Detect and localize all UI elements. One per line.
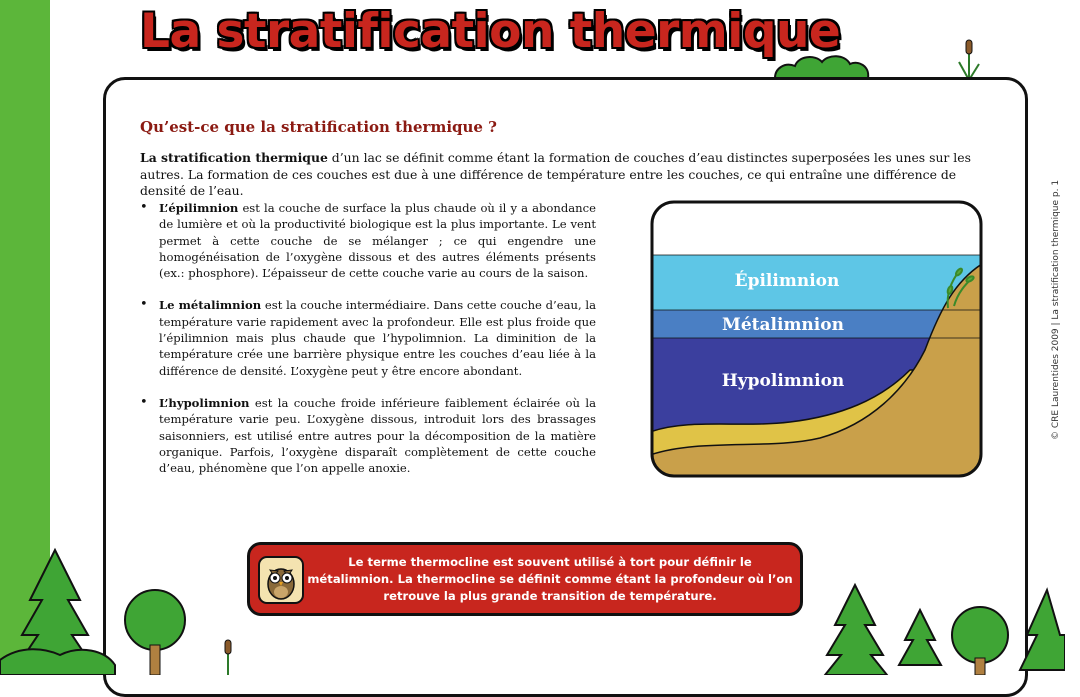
intro-term: La stratification thermique [140, 150, 328, 165]
layer-term: L’hypolimnion [159, 395, 250, 410]
left-trees-illustration [0, 540, 240, 675]
owl-icon [258, 556, 304, 604]
layer-term: L’épilimnion [159, 201, 239, 215]
page-credit: © CRE Laurentides 2009 | La stratification thermique p. 1 [1051, 179, 1061, 440]
intro-paragraph [140, 150, 980, 200]
section-question: Qu’est-ce que la stratification thermique ? [140, 118, 497, 136]
lake-stratification-diagram [650, 200, 985, 480]
cattail-illustration [955, 38, 985, 80]
layer-text: est la couche de surface la plus chaude où il y a abondance de lumière et où la productivité biologique est la plus importante. Le vent permet à cette couche de se mélanger ; ce qui engendre une homogénéisation de l’oxygène dissous et des autres éléments présents (ex.: phosphore). L’épaisseur de cette couche varie au cours de la saison. [159, 201, 596, 281]
list-item [140, 395, 596, 476]
list-item [140, 200, 596, 281]
page-title: La stratification thermique [140, 4, 841, 59]
layer-text: est la couche intermédiaire. Dans cette couche d’eau, la température varie rapidement avec la profondeur. Elle est plus froide que l’épilimnion mais plus chaude que l’hypolimnion. La diminition de la température crée une barrière physique entre les couches d’eau liée à la différence de densité. L’oxygène peut y être encore abondant. [159, 298, 596, 378]
epilimnion-label: Épilimnion [734, 271, 840, 291]
intro-text: d’un lac se définit comme étant la formation de couches d’eau distinctes superposées les unes sur les autres. La formation de ces couches est due à une différence de température entre les couches, ce qui entraîne une différence de densité de l’eau. [140, 150, 971, 198]
list-item [140, 297, 596, 378]
callout-text: Le terme thermocline est souvent utilisé à tort pour définir le métalimnion. La thermocline se définit comme étant la profondeur où l’on retrouve la plus grande transition de température. [307, 555, 793, 603]
right-trees-illustration [815, 580, 1065, 675]
layer-text: est la couche froide inférieure faiblement éclairée où la température varie peu. L’oxygène dissous, introduit lors des brassages saisonniers, est utilisé entre autres pour la décomposition de la matière organique. Parfois, l’oxygène disparaît complètement de cette couche d’eau, phénomène que l’on appelle anoxie. [159, 395, 596, 476]
hypolimnion-label: Hypolimnion [721, 371, 845, 391]
layer-term: Le métalimnion [159, 298, 262, 313]
layer-list [140, 200, 596, 492]
metalimnion-label: Métalimnion [722, 315, 844, 335]
